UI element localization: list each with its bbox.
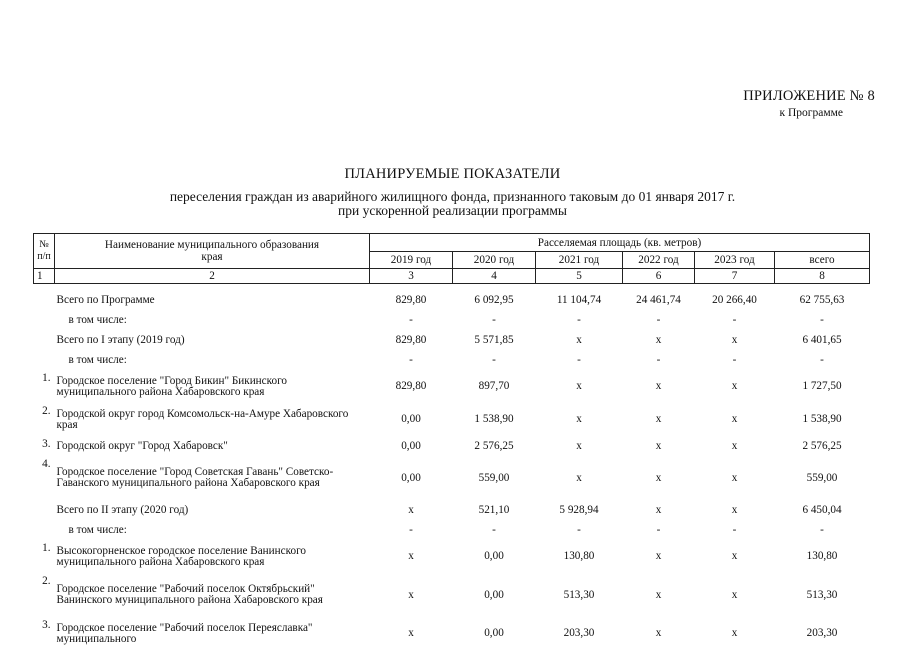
title-line-1: переселения граждан из аварийного жилищного фонда, признанного таковым до 01 января 2017 г. <box>0 190 905 204</box>
col-number: 3 <box>370 269 453 284</box>
table-row <box>34 436 870 456</box>
cell-value: х <box>623 540 695 573</box>
cell-value: 0,00 <box>453 573 536 617</box>
cell-value: 5 928,94 <box>536 500 623 520</box>
table-row <box>34 573 870 617</box>
cell-value: х <box>370 617 453 650</box>
cell-value: х <box>695 436 775 456</box>
cell-value: х <box>536 436 623 456</box>
table-row <box>34 350 870 370</box>
cell-value: 1 538,90 <box>453 403 536 436</box>
col-number: 6 <box>623 269 695 284</box>
cell-value: 1 727,50 <box>775 370 870 403</box>
col-number: 4 <box>453 269 536 284</box>
row-name: Городское поселение "Город Советская Гавань" Советско-Гаванского муниципального района Хабаровского края <box>55 456 370 500</box>
cell-value: 559,00 <box>775 456 870 500</box>
cell-value: 521,10 <box>453 500 536 520</box>
cell-value: 0,00 <box>370 403 453 436</box>
title-main: ПЛАНИРУЕМЫЕ ПОКАЗАТЕЛИ <box>0 166 905 183</box>
table-row <box>34 403 870 436</box>
cell-value: х <box>623 617 695 650</box>
cell-value: - <box>536 520 623 540</box>
row-number <box>34 520 55 540</box>
col-number: 5 <box>536 269 623 284</box>
cell-value: 897,70 <box>453 370 536 403</box>
row-name: Всего по I этапу (2019 год) <box>55 330 370 350</box>
cell-value: х <box>695 403 775 436</box>
row-number <box>34 500 55 520</box>
cell-value: - <box>775 520 870 540</box>
cell-value: - <box>695 310 775 330</box>
row-name: в том числе: <box>55 520 370 540</box>
cell-value: х <box>695 617 775 650</box>
cell-value: х <box>536 456 623 500</box>
cell-value: х <box>623 500 695 520</box>
cell-value: х <box>695 540 775 573</box>
row-number: 3. <box>34 436 55 456</box>
cell-value: 11 104,74 <box>536 290 623 310</box>
cell-value: х <box>623 403 695 436</box>
cell-value: 130,80 <box>775 540 870 573</box>
cell-value: - <box>623 520 695 540</box>
row-name: в том числе: <box>55 350 370 370</box>
cell-value: 0,00 <box>453 617 536 650</box>
row-name: Городской округ "Город Хабаровск" <box>55 436 370 456</box>
row-name: Высокогорненское городское поселение Ванинского муниципального района Хабаровского края <box>55 540 370 573</box>
cell-value: 2 576,25 <box>775 436 870 456</box>
cell-value: 0,00 <box>453 540 536 573</box>
cell-value: - <box>775 310 870 330</box>
cell-value: х <box>695 330 775 350</box>
row-number: 1. <box>34 370 55 403</box>
row-name: Городское поселение "Город Бикин" Бикинского муниципального района Хабаровского края <box>55 370 370 403</box>
cell-value: 829,80 <box>370 330 453 350</box>
table-row <box>34 520 870 540</box>
appendix-heading <box>743 88 875 119</box>
row-name: Всего по II этапу (2020 год) <box>55 500 370 520</box>
cell-value: 0,00 <box>370 456 453 500</box>
cell-value: 20 266,40 <box>695 290 775 310</box>
row-name: Городское поселение "Рабочий поселок Октябрьский" Ванинского муниципального района Хабаровского края <box>55 573 370 617</box>
header-area: Расселяемая площадь (кв. метров) <box>370 234 870 252</box>
cell-value: - <box>453 520 536 540</box>
header-year: 2020 год <box>453 252 536 269</box>
cell-value: 5 571,85 <box>453 330 536 350</box>
header-year: 2019 год <box>370 252 453 269</box>
cell-value: 6 401,65 <box>775 330 870 350</box>
document-title <box>0 166 905 218</box>
cell-value: х <box>370 573 453 617</box>
cell-value: х <box>623 456 695 500</box>
cell-value: - <box>695 350 775 370</box>
cell-value: 513,30 <box>536 573 623 617</box>
cell-value: 829,80 <box>370 370 453 403</box>
table-row <box>34 617 870 650</box>
cell-value: - <box>536 350 623 370</box>
cell-value: х <box>623 573 695 617</box>
appendix-title: ПРИЛОЖЕНИЕ № 8 <box>743 88 875 105</box>
col-number: 7 <box>695 269 775 284</box>
cell-value: - <box>775 350 870 370</box>
cell-value: 829,80 <box>370 290 453 310</box>
appendix-subtitle: к Программе <box>743 107 843 119</box>
cell-value: - <box>453 310 536 330</box>
row-name: в том числе: <box>55 310 370 330</box>
cell-value: х <box>536 370 623 403</box>
row-name: Городское поселение "Рабочий поселок Переяславка" муниципального <box>55 617 370 650</box>
row-number <box>34 310 55 330</box>
cell-value: х <box>370 540 453 573</box>
table-row <box>34 370 870 403</box>
header-total: всего <box>775 252 870 269</box>
row-number: 4. <box>34 456 55 500</box>
cell-value: 62 755,63 <box>775 290 870 310</box>
table-row <box>34 290 870 310</box>
header-year: 2023 год <box>695 252 775 269</box>
header-year: 2021 год <box>536 252 623 269</box>
cell-value: х <box>695 500 775 520</box>
cell-value: - <box>536 310 623 330</box>
cell-value: 1 538,90 <box>775 403 870 436</box>
cell-value: х <box>536 330 623 350</box>
cell-value: х <box>623 370 695 403</box>
cell-value: х <box>695 370 775 403</box>
row-name: Городской округ город Комсомольск-на-Амуре Хабаровского края <box>55 403 370 436</box>
cell-value: 513,30 <box>775 573 870 617</box>
row-number: 2. <box>34 573 55 617</box>
row-number: 2. <box>34 403 55 436</box>
cell-value: - <box>370 350 453 370</box>
cell-value: 203,30 <box>536 617 623 650</box>
cell-value: - <box>370 310 453 330</box>
header-year: 2022 год <box>623 252 695 269</box>
cell-value: х <box>370 500 453 520</box>
col-number: 2 <box>55 269 370 284</box>
cell-value: - <box>453 350 536 370</box>
table-row <box>34 330 870 350</box>
row-number <box>34 290 55 310</box>
title-sub <box>0 190 905 218</box>
cell-value: - <box>623 310 695 330</box>
cell-value: 559,00 <box>453 456 536 500</box>
cell-value: 130,80 <box>536 540 623 573</box>
table-body <box>34 284 870 650</box>
indicators-table <box>33 233 870 650</box>
cell-value: х <box>695 573 775 617</box>
cell-value: - <box>370 520 453 540</box>
cell-value: 6 450,04 <box>775 500 870 520</box>
cell-value: х <box>623 436 695 456</box>
row-name: Всего по Программе <box>55 290 370 310</box>
table-row <box>34 456 870 500</box>
cell-value: 203,30 <box>775 617 870 650</box>
cell-value: 6 092,95 <box>453 290 536 310</box>
table-row <box>34 500 870 520</box>
header-name: Наименование муниципального образования края <box>55 234 370 269</box>
cell-value: 0,00 <box>370 436 453 456</box>
table-header <box>34 234 870 284</box>
header-num: № п/п <box>34 234 55 269</box>
table-row <box>34 310 870 330</box>
cell-value: - <box>623 350 695 370</box>
row-number <box>34 350 55 370</box>
title-line-2: при ускоренной реализации программы <box>0 204 905 218</box>
col-number: 1 <box>34 269 55 284</box>
cell-value: х <box>623 330 695 350</box>
row-number: 3. <box>34 617 55 650</box>
cell-value: 24 461,74 <box>623 290 695 310</box>
row-number: 1. <box>34 540 55 573</box>
cell-value: х <box>695 456 775 500</box>
cell-value: х <box>536 403 623 436</box>
col-number: 8 <box>775 269 870 284</box>
row-number <box>34 330 55 350</box>
table-row <box>34 540 870 573</box>
cell-value: 2 576,25 <box>453 436 536 456</box>
cell-value: - <box>695 520 775 540</box>
